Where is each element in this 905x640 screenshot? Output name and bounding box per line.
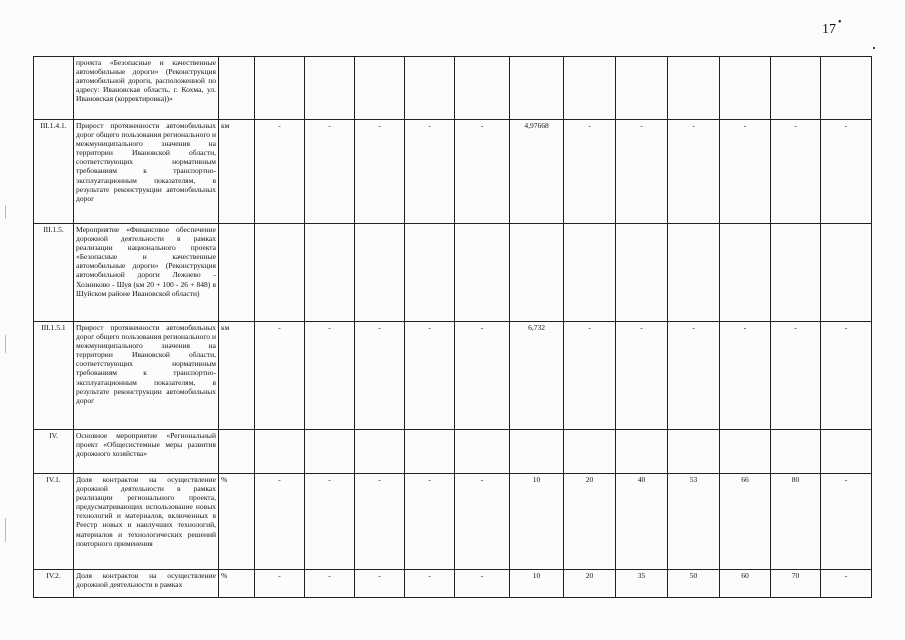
- row-description: Прирост протяженности автомобильных дорог общего пользования регионального и межмуниципального значения на территории Ивановской области, соответствующих нормативным требованиям к транспортно-эксплуатационным показателям, в результате реконструкции автомобильных дорог: [74, 322, 219, 430]
- value-cell: [720, 430, 771, 474]
- value-cell: [616, 430, 668, 474]
- value-cell: -: [668, 120, 720, 224]
- value-cell: [821, 57, 872, 120]
- value-cell: [821, 224, 872, 322]
- value-cell: -: [564, 322, 616, 430]
- value-cell: [771, 224, 821, 322]
- table-row: [34, 120, 872, 224]
- value-cell: -: [405, 120, 455, 224]
- value-cell: [405, 224, 455, 322]
- value-cell: -: [455, 120, 510, 224]
- table-row: [34, 570, 872, 598]
- value-cell: [564, 430, 616, 474]
- value-cell: -: [355, 120, 405, 224]
- row-unit: км: [219, 322, 255, 430]
- value-cell: -: [616, 322, 668, 430]
- value-cell: [564, 224, 616, 322]
- row-unit: [219, 430, 255, 474]
- value-cell: [616, 57, 668, 120]
- scan-speck: [873, 47, 875, 49]
- value-cell: 4,97668: [510, 120, 564, 224]
- value-cell: -: [771, 120, 821, 224]
- value-cell: [720, 57, 771, 120]
- value-cell: 40: [616, 474, 668, 570]
- value-cell: 80: [771, 474, 821, 570]
- value-cell: [668, 430, 720, 474]
- value-cell: [355, 430, 405, 474]
- value-cell: [510, 430, 564, 474]
- value-cell: -: [405, 474, 455, 570]
- row-code: III.1.4.1.: [34, 120, 74, 224]
- value-cell: -: [355, 570, 405, 598]
- value-cell: [355, 57, 405, 120]
- value-cell: [510, 224, 564, 322]
- table-row: [34, 322, 872, 430]
- value-cell: [405, 430, 455, 474]
- value-cell: 60: [720, 570, 771, 598]
- row-code: IV.: [34, 430, 74, 474]
- value-cell: -: [405, 322, 455, 430]
- value-cell: 20: [564, 570, 616, 598]
- value-cell: 70: [771, 570, 821, 598]
- page-number: 17: [822, 22, 836, 37]
- table-row: [34, 224, 872, 322]
- scan-edge-mark: [5, 335, 6, 353]
- row-description: Мероприятие «Финансовое обеспечение дорожной деятельности в рамках реализации национального проекта «Безопасные и качественные автомобильные дороги» (Реконструкция автомобильной дороги Лежнево - Хозниково - Шуя (км 20 + 100 - 26 + 848) в Шуйском районе Ивановской области): [74, 224, 219, 322]
- value-cell: -: [455, 570, 510, 598]
- table-row: [34, 430, 872, 474]
- row-code: III.1.5.1: [34, 322, 74, 430]
- row-unit: %: [219, 474, 255, 570]
- row-description: проекта «Безопасные и качественные автомобильные дороги» (Реконструкция автомобильной дороги, расположенной по адресу: Ивановская область, г. Кохма, ул. Ивановская (корректировка))»: [74, 57, 219, 120]
- value-cell: 35: [616, 570, 668, 598]
- row-code: IV.2.: [34, 570, 74, 598]
- value-cell: -: [771, 322, 821, 430]
- value-cell: [821, 430, 872, 474]
- value-cell: [405, 57, 455, 120]
- indicator-table: [33, 56, 872, 598]
- value-cell: 66: [720, 474, 771, 570]
- value-cell: [668, 57, 720, 120]
- value-cell: -: [564, 120, 616, 224]
- value-cell: [668, 224, 720, 322]
- value-cell: -: [821, 120, 872, 224]
- value-cell: -: [821, 322, 872, 430]
- row-description: Доля контрактов на осуществление дорожной деятельности в рамках реализации регионального проекта, предусматривающих использование новых технологий и материалов, включенных в Реестр новых и наилучших технологий, материалов и технологических решений повторного применения: [74, 474, 219, 570]
- value-cell: [455, 430, 510, 474]
- row-description: Прирост протяженности автомобильных дорог общего пользования регионального и межмуниципального значения на территории Ивановской области, соответствующих нормативным требованиям к транспортно-эксплуатационным показателям, в результате реконструкции автомобильных дорог: [74, 120, 219, 224]
- row-description: Основное мероприятие «Региональный проект «Общесистемные меры развития дорожного хозяйства»: [74, 430, 219, 474]
- value-cell: -: [821, 474, 872, 570]
- table-row: [34, 474, 872, 570]
- value-cell: [455, 57, 510, 120]
- value-cell: -: [668, 322, 720, 430]
- row-code: [34, 57, 74, 120]
- value-cell: [616, 224, 668, 322]
- table-row: [34, 57, 872, 120]
- value-cell: [305, 57, 355, 120]
- value-cell: -: [305, 474, 355, 570]
- row-code: III.1.5.: [34, 224, 74, 322]
- value-cell: 50: [668, 570, 720, 598]
- value-cell: -: [405, 570, 455, 598]
- value-cell: -: [455, 322, 510, 430]
- row-unit: км: [219, 120, 255, 224]
- value-cell: -: [355, 474, 405, 570]
- value-cell: -: [355, 322, 405, 430]
- row-unit: %: [219, 570, 255, 598]
- value-cell: [255, 57, 305, 120]
- row-unit: [219, 57, 255, 120]
- value-cell: -: [255, 570, 305, 598]
- value-cell: [771, 430, 821, 474]
- value-cell: -: [305, 120, 355, 224]
- scan-edge-mark: [5, 205, 6, 219]
- value-cell: [355, 224, 405, 322]
- value-cell: -: [455, 474, 510, 570]
- value-cell: [255, 224, 305, 322]
- row-unit: [219, 224, 255, 322]
- value-cell: [305, 430, 355, 474]
- value-cell: [455, 224, 510, 322]
- value-cell: [564, 57, 616, 120]
- value-cell: -: [720, 322, 771, 430]
- page-number-mark: •: [838, 17, 842, 28]
- value-cell: [255, 430, 305, 474]
- value-cell: [720, 224, 771, 322]
- value-cell: 53: [668, 474, 720, 570]
- row-description: Доля контрактов на осуществление дорожной деятельности в рамках: [74, 570, 219, 598]
- value-cell: -: [720, 120, 771, 224]
- value-cell: -: [821, 570, 872, 598]
- value-cell: 20: [564, 474, 616, 570]
- value-cell: -: [255, 474, 305, 570]
- value-cell: 6,732: [510, 322, 564, 430]
- value-cell: [510, 57, 564, 120]
- value-cell: [771, 57, 821, 120]
- value-cell: -: [255, 120, 305, 224]
- scan-edge-mark: [5, 518, 6, 542]
- value-cell: -: [255, 322, 305, 430]
- value-cell: -: [305, 570, 355, 598]
- value-cell: -: [305, 322, 355, 430]
- value-cell: [305, 224, 355, 322]
- value-cell: -: [616, 120, 668, 224]
- value-cell: 10: [510, 474, 564, 570]
- value-cell: 10: [510, 570, 564, 598]
- row-code: IV.1.: [34, 474, 74, 570]
